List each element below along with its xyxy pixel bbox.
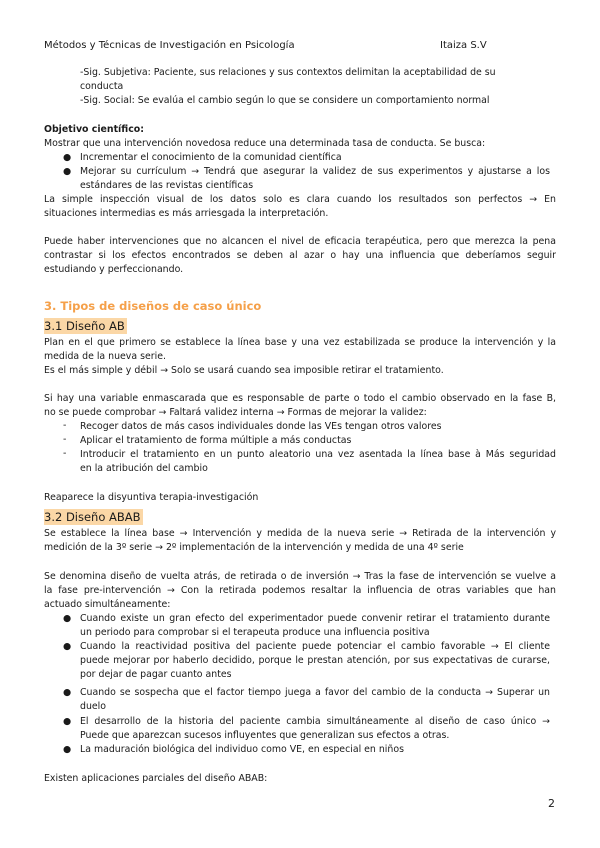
sig-subjetiva-line-1: -Sig. Subjetiva: Paciente, sus relaciones y sus contextos delimitan la aceptabilidad de su [80, 67, 496, 78]
dash-icon: - [63, 448, 67, 459]
abab-bullet-1-cont: un periodo para comprobar si el terapeuta produce una influencia positiva [80, 627, 430, 638]
abab-line-4: la fase pre-intervención → Con la retirada podemos resaltar la influencia de otras variables que han [44, 585, 556, 596]
abab-line-5: actuado simultáneamente: [44, 599, 171, 610]
objetivo-heading: Objetivo científico: [44, 124, 144, 135]
ab-line-1: Plan en el que primero se establece la línea base y una vez estabilizada se produce la intervención y la [44, 337, 556, 348]
ab-dash-1: Recoger datos de más casos individuales donde las VEs tengan otros valores [80, 421, 442, 432]
ab-line-2: medida de la nueva serie. [44, 351, 166, 362]
abab-bullet-2: Cuando la reactividad positiva del paciente puede potenciar el cambio favorable → El cliente [80, 641, 550, 652]
abab-bullet-4-cont: Puede que aparezcan sucesos influyentes que generalizan sus efectos a otras. [80, 730, 450, 741]
objetivo-paragraph-2-line-1: Puede haber intervenciones que no alcancen el nivel de eficacia terapéutica, pero que merezca la pena [44, 236, 556, 247]
objetivo-bullet-2: Mejorar su currículum → Tendrá que asegurar la validez de sus experimentos y ajustarse a los [80, 166, 550, 177]
bullet-icon: ● [63, 744, 72, 755]
bullet-icon: ● [63, 152, 72, 163]
subsection-abab-heading: 3.2 Diseño ABAB [44, 510, 141, 524]
ab-line-5: no se puede comprobar → Faltará validez interna → Formas de mejorar la validez: [44, 407, 427, 418]
dash-icon: - [63, 420, 67, 431]
dash-icon: - [63, 434, 67, 445]
ab-line-3: Es el más simple y débil → Solo se usará cuando sea imposible retirar el tratamiento. [44, 365, 444, 376]
abab-line-1: Se establece la línea base → Intervención y medida de la nueva serie → Retirada de la intervención y [44, 528, 556, 539]
bullet-icon: ● [63, 613, 72, 624]
abab-bullet-2-cont: puede mejorar por haberlo decidido, porque le prestan atención, por sus expectativas de curarse, [80, 655, 550, 666]
bullet-icon: ● [63, 687, 72, 698]
ab-line-4: Si hay una variable enmascarada que es responsable de parte o todo el cambio observado en la fase B, [44, 393, 556, 404]
objetivo-bullet-1: Incrementar el conocimiento de la comunidad científica [80, 152, 342, 163]
objetivo-intro: Mostrar que una intervención novedosa reduce una determinada tasa de conducta. Se busca: [44, 138, 486, 149]
ab-dash-2: Aplicar el tratamiento de forma múltiple a más conductas [80, 435, 352, 446]
document-title: Métodos y Técnicas de Investigación en Psicología [44, 40, 295, 51]
bullet-icon: ● [63, 641, 72, 652]
abab-bullet-2-cont-2: por dejar de pagar cuanto antes [80, 669, 232, 680]
abab-bullet-5: La maduración biológica del individuo como VE, en especial en niños [80, 744, 404, 755]
bullet-icon: ● [63, 166, 72, 177]
abab-line-2: medición de la 3º serie → 2º implementación de la intervención y medida de una 4º serie [44, 542, 464, 553]
section-3-heading: 3. Tipos de diseños de caso único [44, 299, 262, 313]
objetivo-paragraph-1-line-1: La simple inspección visual de los datos solo es clara cuando los resultados son perfectos → En [44, 194, 556, 205]
bullet-icon: ● [63, 716, 72, 727]
sig-subjetiva-line-2: conducta [80, 81, 124, 92]
ab-dash-3: Introducir el tratamiento en un punto aleatorio una vez asentada la línea base à Más seguridad [80, 449, 556, 460]
sig-social-line: -Sig. Social: Se evalúa el cambio según lo que se considere un comportamiento normal [80, 95, 490, 106]
abab-bullet-3: Cuando se sospecha que el factor tiempo juega a favor del cambio de la conducta → Superar un [80, 687, 550, 698]
ab-line-6: Reaparece la disyuntiva terapia-investigación [44, 492, 259, 503]
abab-bullet-4: El desarrollo de la historia del paciente cambia simultáneamente al diseño de caso único → [80, 716, 550, 727]
objetivo-paragraph-2-line-2: contrastar si los efectos encontrados se deben al azar o hay una influencia que deberíamos seguir [44, 250, 556, 261]
objetivo-paragraph-2-line-3: estudiando y perfeccionando. [44, 264, 184, 275]
ab-dash-3-cont: en la atribución del cambio [80, 463, 208, 474]
objetivo-bullet-2-cont: estándares de las revistas científicas [80, 180, 254, 191]
abab-line-3: Se denomina diseño de vuelta atrás, de retirada o de inversión → Tras la fase de intervención se vuelve a [44, 571, 556, 582]
abab-line-6: Existen aplicaciones parciales del diseño ABAB: [44, 773, 268, 784]
abab-bullet-1: Cuando existe un gran efecto del experimentador puede convenir retirar el tratamiento durante [80, 613, 550, 624]
page-number: 2 [548, 797, 555, 810]
abab-bullet-3-cont: duelo [80, 701, 107, 712]
document-author: Itaiza S.V [440, 40, 487, 51]
subsection-ab-heading: 3.1 Diseño AB [44, 319, 125, 333]
objetivo-paragraph-1-line-2: situaciones intermedias es más arriesgada la interpretación. [44, 208, 329, 219]
